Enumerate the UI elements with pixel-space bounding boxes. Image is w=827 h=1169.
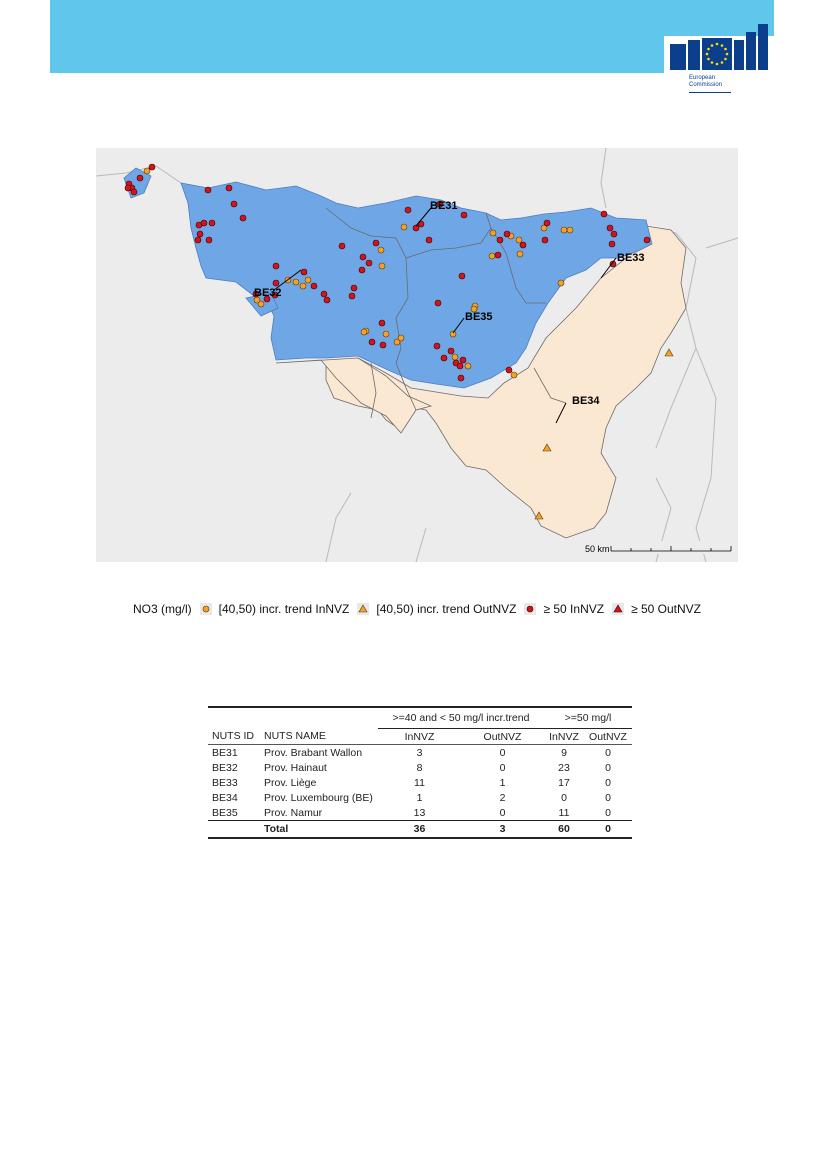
cell-value: 1: [499, 776, 506, 789]
cell-value: 9: [561, 746, 567, 759]
cell-value: 0: [605, 761, 611, 774]
legend-item-orange-triangle: [40,50) incr. trend OutNVZ: [376, 602, 517, 616]
cell-nuts-name: Prov. Hainaut: [264, 761, 327, 774]
label-be34: BE34: [572, 395, 600, 407]
cell-value: 0: [605, 791, 611, 804]
cell-total-value: 3: [461, 821, 544, 839]
cell-nuts-id: BE35: [212, 806, 238, 819]
col-innvz-2: InNVZ: [544, 729, 584, 745]
cell-total-value: 60: [544, 821, 584, 839]
cell-value: 0: [561, 791, 567, 804]
scale-label: 50 km: [585, 544, 610, 554]
legend-item-orange-circle: [40,50) incr. trend InNVZ: [218, 602, 350, 616]
legend-item-red-circle: ≥ 50 InNVZ: [543, 602, 605, 616]
cell-nuts-name: Prov. Namur: [264, 806, 323, 819]
table-row: [208, 760, 632, 775]
cell-nuts-id: BE32: [212, 761, 238, 774]
cell-value: 1: [416, 791, 423, 804]
col-outnvz-2: OutNVZ: [584, 729, 632, 745]
col-nuts-id: NUTS ID: [208, 729, 260, 745]
logo-line-2: Commission: [689, 82, 723, 88]
cell-value: 11: [558, 806, 570, 819]
cell-value: 2: [499, 791, 506, 804]
table-group-1: >=40 and < 50 mg/l incr.trend: [378, 707, 544, 729]
circle-icon: [200, 603, 212, 615]
cell-nuts-id: BE34: [212, 791, 238, 804]
table-row: [208, 805, 632, 821]
cell-value: 8: [416, 761, 423, 774]
cell-total-value: 0: [584, 821, 632, 839]
cell-value: 11: [414, 776, 425, 789]
cell-value: 17: [558, 776, 570, 789]
logo-rule: [689, 92, 731, 93]
col-nuts-name: NUTS NAME: [260, 729, 378, 745]
table-header-row: [208, 729, 632, 745]
table-row: [208, 745, 632, 761]
cell-value: 23: [558, 761, 570, 774]
triangle-icon: [357, 603, 369, 615]
map-legend: [96, 598, 738, 620]
table-total-row: [208, 821, 632, 839]
summary-table: [208, 706, 632, 839]
cell-total-id: [208, 821, 260, 839]
legend-item-red-triangle: ≥ 50 OutNVZ: [631, 602, 702, 616]
logo-text: [689, 75, 722, 89]
cell-total-label: Total: [260, 821, 378, 839]
label-be33: BE33: [617, 252, 645, 264]
scale-bar: [582, 541, 736, 554]
table-row: [208, 790, 632, 805]
circle-icon: [524, 603, 536, 615]
cell-nuts-name: Prov. Liège: [264, 776, 317, 789]
cell-value: 0: [605, 776, 611, 789]
cell-value: 0: [605, 806, 611, 819]
cell-nuts-id: BE31: [212, 746, 238, 759]
cell-value: 0: [499, 746, 506, 759]
logo-line-1: European: [689, 75, 716, 81]
triangle-icon: [612, 603, 624, 615]
cell-value: 0: [499, 761, 506, 774]
label-be35: BE35: [465, 311, 493, 323]
cell-total-value: 36: [378, 821, 461, 839]
cell-value: 0: [499, 806, 506, 819]
label-be31: BE31: [430, 200, 458, 212]
cell-value: 3: [416, 746, 423, 759]
cell-value: 0: [605, 746, 611, 759]
table-group-2: >=50 mg/l: [544, 707, 632, 729]
cell-nuts-name: Prov. Brabant Wallon: [264, 746, 363, 759]
nitrate-map: [96, 148, 738, 562]
cell-nuts-id: BE33: [212, 776, 238, 789]
legend-title: NO3 (mg/l): [132, 602, 192, 616]
label-be32: BE32: [254, 287, 282, 299]
cell-nuts-name: Prov. Luxembourg (BE): [264, 791, 373, 804]
cell-value: 13: [413, 806, 426, 819]
col-outnvz-1: OutNVZ: [461, 729, 544, 745]
table-row: [208, 775, 632, 790]
col-innvz-1: InNVZ: [378, 729, 461, 745]
